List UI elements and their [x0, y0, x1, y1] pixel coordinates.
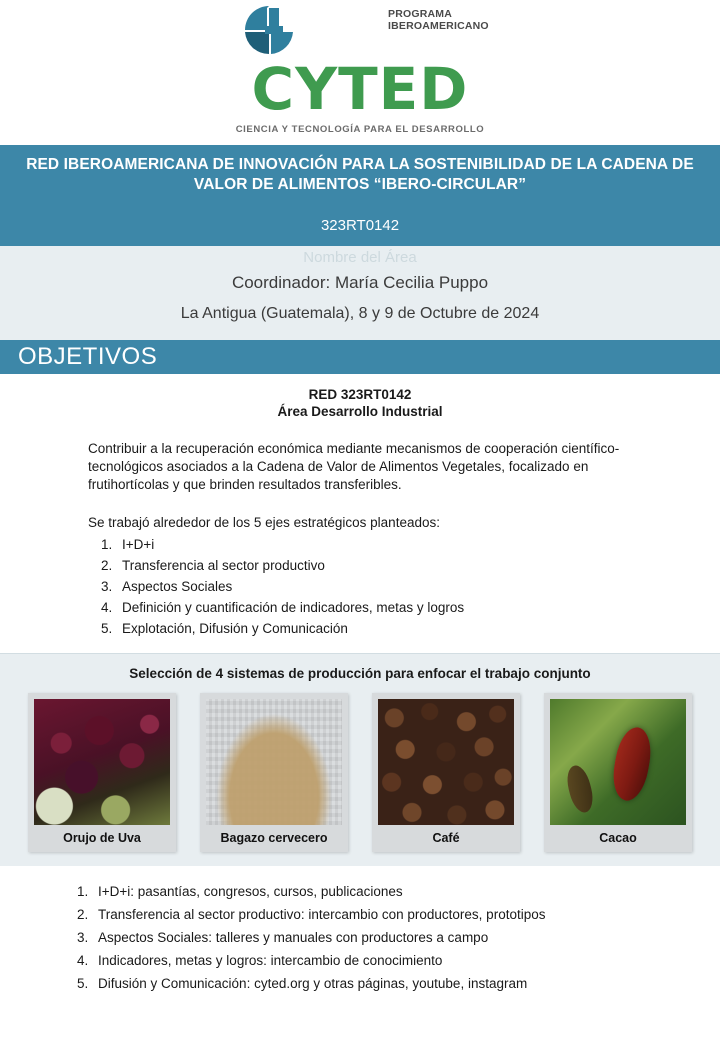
- production-systems-section: [0, 653, 720, 866]
- system-card-caption: Cacao: [599, 831, 637, 845]
- list-item: 5. Difusión y Comunicación: cyted.org y otras páginas, youtube, instagram: [92, 972, 700, 995]
- list-item: 1. I+D+i: [116, 534, 690, 555]
- list-item: 5. Explotación, Difusión y Comunicación: [116, 618, 690, 639]
- system-card-orujo: [28, 693, 176, 852]
- logo-header: [0, 0, 720, 145]
- objectives-content: [0, 374, 720, 639]
- cyted-logo-mark: [243, 4, 295, 56]
- grape-pomace-photo: [34, 699, 170, 825]
- programa-line-1: PROGRAMA: [388, 8, 453, 20]
- brewers-spent-grain-photo: [206, 699, 342, 825]
- programa-line-2: IBEROAMERICANO: [388, 20, 489, 32]
- cyted-wordmark: CYTED: [251, 55, 469, 123]
- red-heading-line-2: Área Desarrollo Industrial: [277, 404, 443, 419]
- list-item: 4. Definición y cuantificación de indicadores, metas y logros: [116, 597, 690, 618]
- network-code: 323RT0142: [320, 217, 400, 234]
- list-item: 1. I+D+i: pasantías, congresos, cursos, publicaciones: [92, 880, 700, 903]
- area-label: Nombre del Área: [303, 249, 417, 266]
- red-heading: [30, 386, 690, 420]
- production-systems-title: Selección de 4 sistemas de producción para enfocar el trabajo conjunto: [129, 666, 591, 681]
- list-item: 2. Transferencia al sector productivo: [116, 555, 690, 576]
- system-card-caption: Café: [432, 831, 460, 845]
- cacao-pod-photo: [550, 699, 686, 825]
- system-card-cafe: [372, 693, 520, 852]
- programa-iberoamericano-label: [388, 8, 489, 32]
- coffee-beans-photo: [378, 699, 514, 825]
- strategic-axes-list: [30, 534, 690, 639]
- network-title-band: [0, 145, 720, 246]
- cyted-tagline: CIENCIA Y TECNOLOGÍA PARA EL DESARROLLO: [235, 124, 485, 135]
- list-item: 4. Indicadores, metas y logros: intercambio de conocimiento: [92, 949, 700, 972]
- system-card-caption: Bagazo cervecero: [220, 831, 328, 845]
- axes-lead-line: Se trabajó alrededor de los 5 ejes estratégicos planteados:: [88, 515, 440, 530]
- place-date-line: La Antigua (Guatemala), 8 y 9 de Octubre de 2024: [180, 305, 540, 322]
- section-header-objetivos: OBJETIVOS: [0, 340, 720, 374]
- network-title: RED IBEROAMERICANA DE INNOVACIÓN PARA LA SOSTENIBILIDAD DE LA CADENA DE VALOR DE ALIMENTOS “IBERO-CIRCULAR”: [26, 156, 694, 193]
- red-heading-line-1: RED 323RT0142: [308, 387, 412, 402]
- system-card-cacao: [544, 693, 692, 852]
- list-item: 2. Transferencia al sector productivo: intercambio con productores, prototipos: [92, 903, 700, 926]
- meeting-info-band: [0, 246, 720, 340]
- outcomes-list: [0, 880, 720, 995]
- objective-paragraph: Contribuir a la recuperación económica mediante mecanismos de cooperación científico-tecnológicos asociados a la Cadena de Valor de Alimentos Vegetales, focalizado en frutihortícolas y que brinden resultados transferibles.: [88, 441, 620, 492]
- system-card-bagazo: [200, 693, 348, 852]
- production-systems-cards: [16, 693, 704, 852]
- system-card-caption: Orujo de Uva: [63, 831, 141, 845]
- list-item: 3. Aspectos Sociales: [116, 576, 690, 597]
- coordinator-line: Coordinador: María Cecilia Puppo: [231, 273, 489, 292]
- list-item: 3. Aspectos Sociales: talleres y manuales con productores a campo: [92, 926, 700, 949]
